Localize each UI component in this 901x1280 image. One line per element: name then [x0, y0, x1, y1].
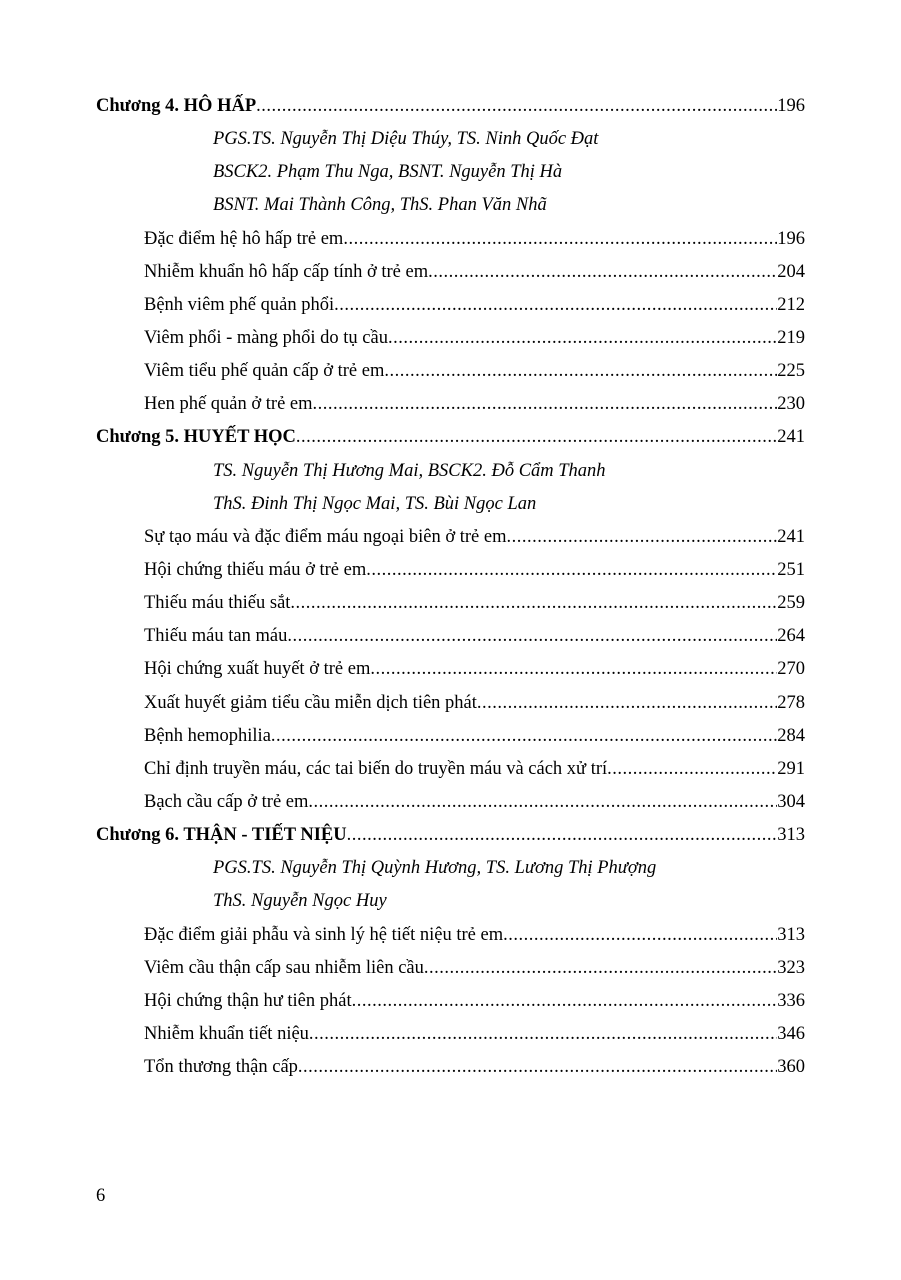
chapter-title: Chương 4. HÔ HẤP: [96, 96, 257, 116]
toc-topic-entry: [0, 720, 901, 753]
toc-chapter-entry: [0, 819, 901, 852]
dot-leader: [477, 687, 777, 720]
toc-author-line: [0, 488, 901, 521]
page-ref: 196: [777, 228, 805, 249]
page-number: 6: [96, 1186, 106, 1206]
dot-leader: [256, 90, 777, 123]
page-ref: 336: [777, 990, 805, 1011]
toc-entry-line: [144, 554, 805, 587]
dot-leader: [271, 720, 777, 753]
toc-entry-line: [144, 620, 805, 653]
author-names: PGS.TS. Nguyễn Thị Quỳnh Hương, TS. Lương Thị Phượng: [213, 858, 657, 879]
toc-chapter-entry: [0, 90, 901, 123]
author-names: TS. Nguyễn Thị Hương Mai, BSCK2. Đỗ Cẩm Thanh: [213, 460, 606, 481]
page-ref: 313: [777, 924, 805, 945]
topic-title: Viêm cầu thận cấp sau nhiễm liên cầu: [144, 957, 424, 978]
dot-leader: [384, 355, 777, 388]
page-ref: 264: [777, 626, 805, 647]
toc-author-line: [0, 852, 901, 885]
toc-topic-entry: [0, 687, 901, 720]
page-ref: 259: [777, 593, 805, 614]
topic-title: Hội chứng thiếu máu ở trẻ em: [144, 559, 367, 580]
dot-leader: [503, 919, 777, 952]
topic-title: Hội chứng xuất huyết ở trẻ em: [144, 659, 371, 680]
toc-entry-line: [96, 90, 805, 123]
dot-leader: [313, 388, 778, 421]
author-names: ThS. Nguyễn Ngọc Huy: [213, 891, 387, 912]
toc-entry-line: [144, 753, 805, 786]
topic-title: Chỉ định truyền máu, các tai biến do truyền máu và cách xử trí: [144, 758, 608, 779]
dot-leader: [388, 322, 777, 355]
toc-entry-line: [144, 952, 805, 985]
topic-title: Đặc điểm giải phẫu và sinh lý hệ tiết niệu trẻ em: [144, 924, 504, 945]
topic-title: Bệnh viêm phế quản phổi: [144, 294, 335, 315]
toc-entry-line: [144, 521, 805, 554]
page-ref: 360: [777, 1057, 805, 1078]
toc-author-line: [0, 455, 901, 488]
page-ref: 251: [777, 559, 805, 580]
topic-title: Bạch cầu cấp ở trẻ em: [144, 791, 309, 812]
toc-topic-entry: [0, 985, 901, 1018]
dot-leader: [290, 587, 777, 620]
toc-entry-line: [144, 653, 805, 686]
toc-topic-entry: [0, 587, 901, 620]
page-ref: 284: [777, 725, 805, 746]
author-names: ThS. Đinh Thị Ngọc Mai, TS. Bùi Ngọc Lan: [213, 493, 537, 514]
author-names: BSCK2. Phạm Thu Nga, BSNT. Nguyễn Thị Hà: [213, 162, 563, 183]
toc-entry-line: [144, 223, 805, 256]
dot-leader: [347, 819, 778, 852]
toc-entry-line: [144, 720, 805, 753]
dot-leader: [428, 256, 777, 289]
dot-leader: [506, 521, 777, 554]
topic-title: Thiếu máu thiếu sắt: [144, 593, 291, 614]
toc-topic-entry: [0, 1051, 901, 1084]
page-ref: 313: [777, 825, 805, 846]
page-ref: 346: [777, 1023, 805, 1044]
author-names: BSNT. Mai Thành Công, ThS. Phan Văn Nhã: [213, 195, 547, 216]
toc-entry-line: [144, 1018, 805, 1051]
toc-topic-entry: [0, 919, 901, 952]
toc-topic-entry: [0, 322, 901, 355]
toc-author-line: [0, 156, 901, 189]
page-ref: 196: [777, 96, 805, 116]
topic-title: Đặc điểm hệ hô hấp trẻ em: [144, 228, 344, 249]
topic-title: Viêm phổi - màng phổi do tụ cầu: [144, 327, 388, 348]
toc-topic-entry: [0, 289, 901, 322]
toc-entry-line: [144, 1051, 805, 1084]
toc-entry-line: [96, 819, 805, 852]
page-ref: 304: [777, 791, 805, 812]
toc-topic-entry: [0, 355, 901, 388]
dot-leader: [366, 554, 777, 587]
toc-topic-entry: [0, 521, 901, 554]
dot-leader: [370, 653, 777, 686]
chapter-title: Chương 5. HUYẾT HỌC: [96, 427, 296, 448]
dot-leader: [334, 289, 777, 322]
dot-leader: [352, 985, 778, 1018]
toc-author-line: [0, 885, 901, 918]
table-of-contents: [0, 90, 901, 1084]
toc-author-line: [0, 123, 901, 156]
page-ref: 241: [777, 427, 805, 448]
toc-topic-entry: [0, 753, 901, 786]
page-ref: 278: [777, 692, 805, 713]
dot-leader: [298, 1051, 777, 1084]
toc-entry-line: [144, 786, 805, 819]
toc-topic-entry: [0, 223, 901, 256]
toc-topic-entry: [0, 653, 901, 686]
toc-entry-line: [144, 289, 805, 322]
dot-leader: [296, 421, 777, 454]
dot-leader: [287, 620, 777, 653]
topic-title: Xuất huyết giảm tiểu cầu miễn dịch tiên phát: [144, 692, 477, 713]
topic-title: Bệnh hemophilia: [144, 725, 271, 746]
toc-topic-entry: [0, 388, 901, 421]
toc-entry-line: [144, 256, 805, 289]
dot-leader: [607, 753, 777, 786]
topic-title: Thiếu máu tan máu: [144, 626, 288, 647]
author-names: PGS.TS. Nguyễn Thị Diệu Thúy, TS. Ninh Quốc Đạt: [213, 129, 599, 150]
page-ref: 219: [777, 327, 805, 348]
toc-topic-entry: [0, 786, 901, 819]
toc-topic-entry: [0, 952, 901, 985]
page-ref: 204: [777, 261, 805, 282]
toc-entry-line: [144, 587, 805, 620]
page-ref: 241: [777, 526, 805, 547]
toc-entry-line: [144, 919, 805, 952]
toc-topic-entry: [0, 554, 901, 587]
topic-title: Nhiễm khuẩn tiết niệu: [144, 1023, 309, 1044]
dot-leader: [424, 952, 777, 985]
page-ref: 323: [777, 957, 805, 978]
toc-entry-line: [144, 985, 805, 1018]
page-ref: 212: [777, 294, 805, 315]
page-ref: 230: [777, 394, 805, 415]
topic-title: Viêm tiểu phế quản cấp ở trẻ em: [144, 361, 385, 382]
toc-entry-line: [96, 421, 805, 454]
toc-entry-line: [144, 322, 805, 355]
topic-title: Tổn thương thận cấp: [144, 1057, 298, 1078]
dot-leader: [309, 1018, 777, 1051]
dot-leader: [308, 786, 777, 819]
page-ref: 291: [777, 758, 805, 779]
toc-entry-line: [144, 355, 805, 388]
toc-entry-line: [144, 687, 805, 720]
toc-entry-line: [144, 388, 805, 421]
page-ref: 225: [777, 361, 805, 382]
topic-title: Hội chứng thận hư tiên phát: [144, 990, 352, 1011]
toc-topic-entry: [0, 1018, 901, 1051]
toc-author-line: [0, 189, 901, 222]
toc-topic-entry: [0, 256, 901, 289]
topic-title: Sự tạo máu và đặc điểm máu ngoại biên ở trẻ em: [144, 526, 507, 547]
toc-topic-entry: [0, 620, 901, 653]
toc-chapter-entry: [0, 421, 901, 454]
topic-title: Nhiễm khuẩn hô hấp cấp tính ở trẻ em: [144, 261, 429, 282]
chapter-title: Chương 6. THẬN - TIẾT NIỆU: [96, 825, 347, 846]
topic-title: Hen phế quản ở trẻ em: [144, 394, 313, 415]
page-ref: 270: [777, 659, 805, 680]
dot-leader: [343, 223, 777, 256]
